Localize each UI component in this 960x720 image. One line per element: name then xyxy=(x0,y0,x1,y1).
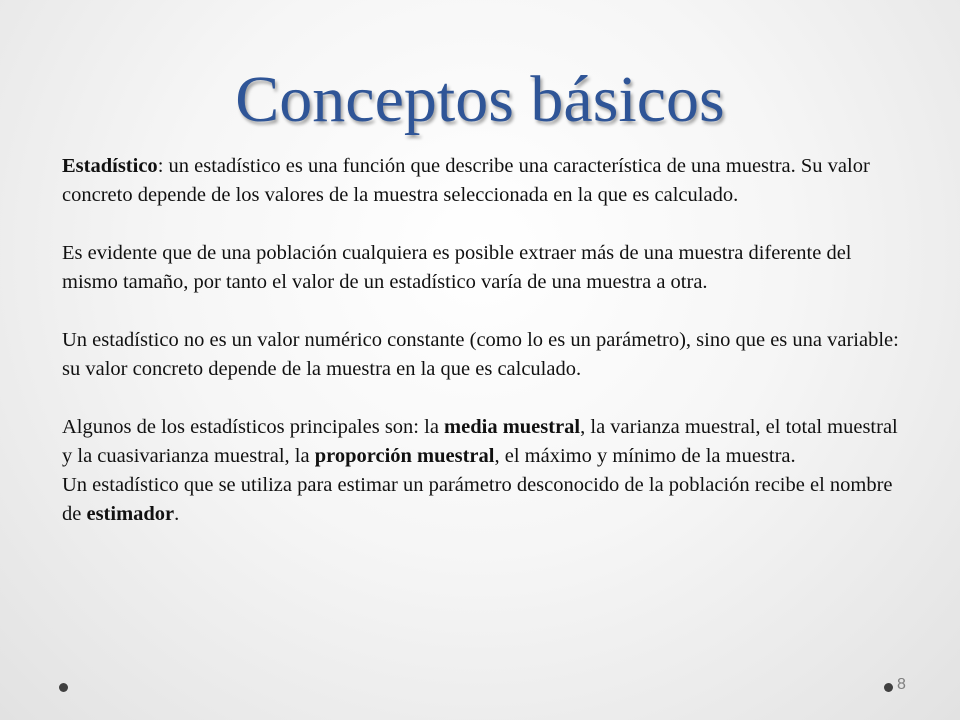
footer-dot-left xyxy=(59,683,68,692)
paragraph-definition xyxy=(62,152,912,210)
paragraph-gap xyxy=(62,210,912,239)
text-segment: Un estadístico que se utiliza para estimar un parámetro desconocido de la población recibe el nombre de xyxy=(62,474,893,525)
text-segment: , el máximo y mínimo de la muestra. xyxy=(494,445,796,467)
term-proporcion-muestral: proporción muestral xyxy=(314,445,495,467)
definition-text: : un estadístico es una función que describe una característica de una muestra. Su valor concreto depende de los valores de la muestra seleccionada en la que es calculado. xyxy=(62,155,870,206)
text-segment: . xyxy=(174,503,180,525)
paragraph-principales xyxy=(62,413,912,471)
paragraph-gap xyxy=(62,384,912,413)
paragraph-gap xyxy=(62,297,912,326)
term-media-muestral: media muestral xyxy=(444,416,581,438)
paragraph-estimador xyxy=(62,471,912,529)
term-estadistico: Estadístico xyxy=(62,155,158,177)
page-number: 8 xyxy=(897,676,906,693)
footer-dot-right xyxy=(884,683,893,692)
slide-body xyxy=(62,152,912,529)
slide-title: Conceptos básicos xyxy=(235,63,725,136)
text-segment: Algunos de los estadísticos principales son: la xyxy=(62,416,445,438)
text-segment: , la varianza muestral, el total muestral y la cuasivarianza muestral, la xyxy=(62,416,898,467)
term-estimador: estimador xyxy=(86,503,175,525)
paragraph-variable: Un estadístico no es un valor numérico constante (como lo es un parámetro), sino que es una variable: su valor concreto depende de la muestra en la que es calculado. xyxy=(62,329,899,380)
paragraph-variation: Es evidente que de una población cualquiera es posible extraer más de una muestra diferente del mismo tamaño, por tanto el valor de un estadístico varía de una muestra a otra. xyxy=(62,242,852,293)
